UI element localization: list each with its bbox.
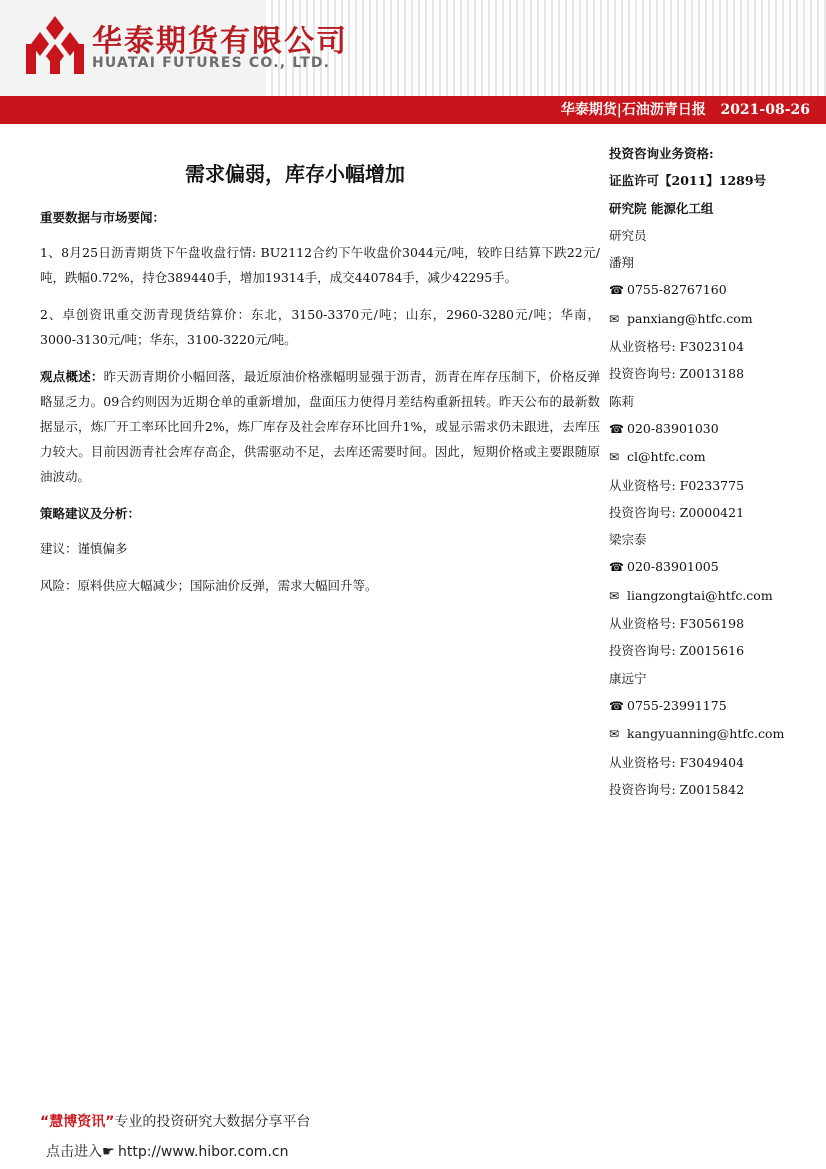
analyst-phone: ☎ 020-83901030 xyxy=(609,415,819,443)
phone-icon: ☎ xyxy=(609,421,624,436)
section-heading-strategy: 策略建议及分析： xyxy=(40,506,141,521)
analyst-name: 梁宗泰 xyxy=(609,532,647,548)
huatai-logo xyxy=(24,14,86,76)
envelope-icon: ✉ xyxy=(609,588,620,603)
envelope-icon: ✉ xyxy=(609,311,620,326)
analyst-consulting-no: 投资咨询号: Z0015616 xyxy=(609,643,745,659)
analyst-email[interactable]: ✉ cl@htfc.com xyxy=(609,443,819,471)
analyst-name: 陈莉 xyxy=(609,393,635,409)
analyst-consulting-no: 投资咨询号: Z0013188 xyxy=(609,366,745,382)
analyst-sidebar xyxy=(609,140,819,803)
license-number: 证监许可【2011】1289号 xyxy=(609,173,767,189)
analyst-phone: ☎ 0755-82767160 xyxy=(609,276,819,304)
analyst-email[interactable]: ✉ liangzongtai@htfc.com xyxy=(609,582,819,610)
analyst-qualification: 从业资格号: F3056198 xyxy=(609,616,745,632)
footer-slogan-text: 专业的投资研究大数据分享平台 xyxy=(114,1114,311,1130)
analyst-consulting-no: 投资咨询号: Z0000421 xyxy=(609,504,745,520)
header-stripes xyxy=(266,0,826,96)
pointer-hand-icon: ☛ xyxy=(102,1144,115,1160)
analyst-phone: ☎ 020-83901005 xyxy=(609,553,819,581)
header-band xyxy=(0,0,826,96)
report-title: 需求偏弱，库存小幅增加 xyxy=(185,162,405,186)
company-name-en: HUATAI FUTURES CO., LTD. xyxy=(92,55,331,71)
company-name-cn: 华泰期货有限公司 xyxy=(92,24,348,59)
main-content xyxy=(40,205,600,610)
analyst-name: 潘翔 xyxy=(609,255,635,271)
analyst-phone: ☎ 0755-23991175 xyxy=(609,692,819,720)
news-paragraph-1: 1、8月25日沥青期货下午盘收盘行情: BU2112合约下午收盘价3044元/吨，较昨日结算下跌22元/吨，跌幅0.72%，持仓389440手，增加19314手，成交440784手，减少42295手。 xyxy=(40,245,600,285)
view-paragraph xyxy=(40,364,600,489)
news-paragraph-2: 2、卓创资讯重交沥青现货结算价：东北，3150-3370元/吨；山东，2960-3280元/吨；华南，3000-3130元/吨；华东，3100-3220元/吨。 xyxy=(40,307,600,347)
suggestion-text: 建议：谨慎偏多 xyxy=(40,541,128,556)
report-bar-text: 华泰期货|石油沥青日报 2021-08-26 xyxy=(560,102,810,118)
footer-slogan xyxy=(40,1111,310,1131)
analyst-email[interactable]: ✉ panxiang@htfc.com xyxy=(609,305,819,333)
envelope-icon: ✉ xyxy=(609,727,620,742)
phone-icon: ☎ xyxy=(609,560,624,575)
department: 研究院 能源化工组 xyxy=(609,200,714,216)
analyst-consulting-no: 投资咨询号: Z0015842 xyxy=(609,781,745,797)
analyst-email[interactable]: ✉ kangyuanning@htfc.com xyxy=(609,720,819,748)
analyst-qualification: 从业资格号: F3023104 xyxy=(609,339,745,355)
footer-brand: “慧博资讯” xyxy=(40,1114,115,1130)
analyst-qualification: 从业资格号: F3049404 xyxy=(609,754,745,770)
footer-link-label: 点击进入 xyxy=(46,1144,102,1160)
footer-link-row[interactable] xyxy=(46,1141,288,1161)
envelope-icon: ✉ xyxy=(609,450,620,465)
phone-icon: ☎ xyxy=(609,698,624,713)
view-label: 观点概述： xyxy=(40,369,104,384)
qualification-title: 投资咨询业务资格: xyxy=(609,146,714,161)
risk-text: 风险：原料供应大幅减少；国际油价反弹，需求大幅回升等。 xyxy=(40,578,378,593)
section-heading-news: 重要数据与市场要闻： xyxy=(40,210,166,225)
analyst-name: 康远宁 xyxy=(609,670,647,686)
view-text: 昨天沥青期价小幅回落，最近原油价格涨幅明显强于沥青，沥青在库存压制下，价格反弹略显乏力。09合约则因为近期仓单的重新增加，盘面压力使得月差结构重新扭转。昨天公布的最新数据显示，炼厂开工率环比回升2%，炼厂库存及社会库存环比回升1%，或显示需求仍未跟进，去库压力较大。目前因沥青社会库存高企，供需驱动不足，去库还需要时间。因此，短期价格或主要跟随原油波动。 xyxy=(40,369,600,484)
phone-icon: ☎ xyxy=(609,283,624,298)
analyst-qualification: 从业资格号: F0233775 xyxy=(609,477,745,493)
footer-url[interactable]: http://www.hibor.com.cn xyxy=(118,1144,289,1160)
role-label: 研究员 xyxy=(609,227,647,243)
